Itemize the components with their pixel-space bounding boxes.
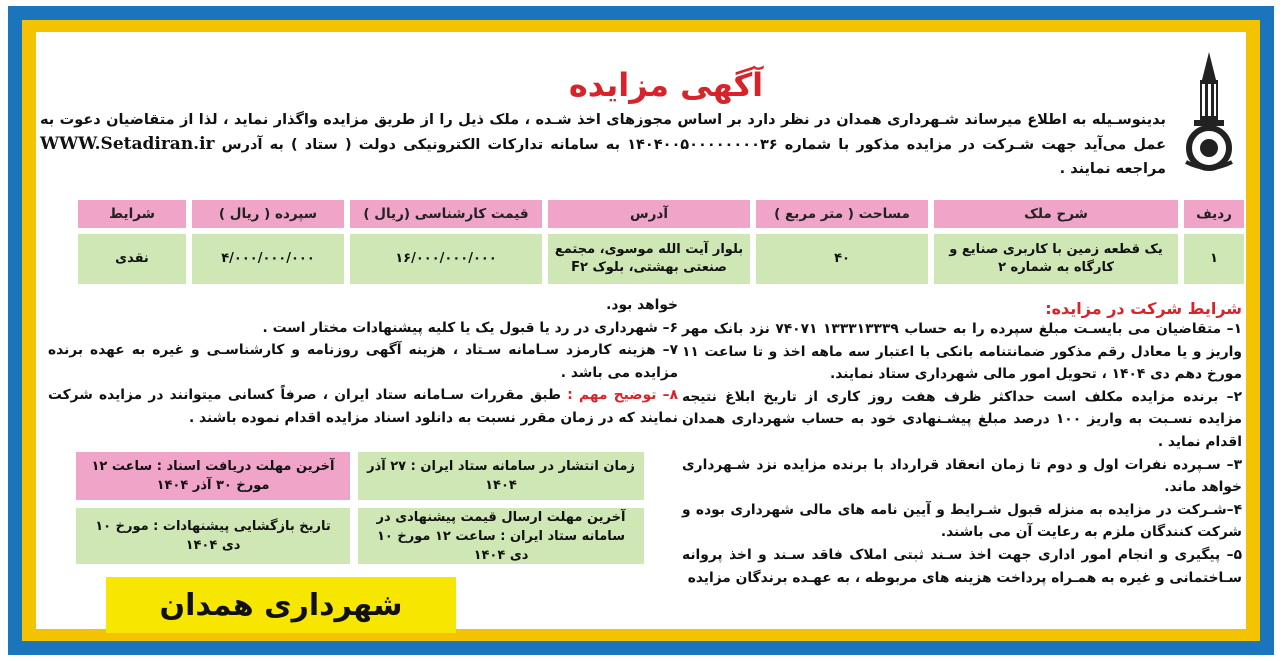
advert-frame — [8, 6, 1274, 655]
municipality-banner: شهرداری همدان — [106, 577, 456, 633]
property-table — [72, 194, 1250, 290]
header-description: شرح ملک — [934, 200, 1178, 228]
condition-5: ۵– پیگیری و انجام امور اداری جهت اخذ سـند ثبتی املاک فاقد سـند و اخذ پروانه سـاختمانی و غیره به همـراه پرداخت هزینه های مربوطه ، به عهـده برندگان مزایده — [682, 546, 1242, 586]
cell-row-number: ۱ — [1184, 234, 1244, 284]
condition-4: ۴–شـرکت در مزایده به منزله قبول شـرایط و آیین نامه های مالی شهرداری بوده و شرکت کنندگان ملزم به رعایت آن می باشند. — [682, 501, 1242, 541]
website-link[interactable]: WWW.Setadiran.ir — [40, 134, 215, 154]
conditions-heading: شرایط شرکت در مزایده: — [1045, 299, 1242, 318]
publish-date-box: زمان انتشار در سامانه ستاد ایران : ۲۷ آذر ۱۴۰۴ — [358, 452, 644, 500]
cell-deposit: ۴/۰۰۰/۰۰۰/۰۰۰ — [192, 234, 344, 284]
cell-area: ۴۰ — [756, 234, 928, 284]
table-header-row — [78, 200, 1244, 228]
cell-address: بلوار آیت الله موسوی، مجتمع صنعتی بهشتی، بلوک F۲ — [548, 234, 750, 284]
document-deadline-box: آخرین مهلت دریافت اسناد : ساعت ۱۲ مورخ ۳۰ آذر ۱۴۰۴ — [76, 452, 350, 500]
page-title: آگهی مزایده — [568, 66, 764, 104]
cell-appraisal-price: ۱۶/۰۰۰/۰۰۰/۰۰۰ — [350, 234, 542, 284]
header-appraisal-price: قیمت کارشناسی (ریال ) — [350, 200, 542, 228]
condition-2: ۲– برنده مزایده مکلف است حداکثر ظرف هفت روز کاری از تاریخ ابلاغ نتیجه مزایده نسـبت به واریز ۱۰۰ درصد مبلغ پیشـنهادی خود به حساب شهرداری همدان اقدام نماید . — [682, 388, 1242, 450]
opening-date-box: تاریخ بازگشایی پیشنهادات : مورخ ۱۰ دی ۱۴۰۴ — [76, 508, 350, 564]
header-address: آدرس — [548, 200, 750, 228]
important-note-text: طبق مقررات سـامانه ستاد ایران ، صرفاً کسانی میتوانند در مزایده شرکت نمایند که در زمان مقرر نسبت به دانلود اسناد مزایده اقدام نموده باشند . — [48, 387, 678, 426]
intro-end: مراجعه نمایند . — [1059, 161, 1166, 177]
condition-3: ۳– سـپرده نفرات اول و دوم تا زمان انعقاد قرارداد با برنده مزایده نزد شـهرداری خواهد ماند. — [682, 456, 1242, 496]
table-row — [78, 234, 1244, 284]
header-row-number: ردیف — [1184, 200, 1244, 228]
intro-paragraph — [40, 108, 1166, 181]
condition-5-end: خواهد بود. — [606, 297, 678, 313]
municipality-emblem-icon — [1178, 50, 1240, 172]
condition-8 — [48, 384, 678, 429]
condition-7: ۷– هزینه کارمزد سـامانه سـتاد ، هزینه آگهی روزنامه و کارشناسـی و غیره به عهده برنده مزایده می باشد . — [48, 342, 678, 381]
conditions-right-column — [682, 318, 1242, 589]
bid-deadline-box: آخرین مهلت ارسال قیمت پیشنهادی در سامانه ستاد ایران : ساعت ۱۲ مورخ ۱۰ دی ۱۴۰۴ — [358, 508, 644, 564]
cell-terms: نقدی — [78, 234, 186, 284]
header-area: مساحت ( متر مربع ) — [756, 200, 928, 228]
condition-1: ۱– متقاضیان می بایسـت مبلغ سپرده را به حساب ۱۳۳۳۱۳۳۳۹ ۷۴۰۷۱ نزد بانک مهر واریز و یا معادل رقم مذکور ضمانتنامه بانکی با اعتبار سه ماهه اخذ و تا ساعت ۱۱ مورخ دهم دی ۱۴۰۴ ، تحویل امور مالی شهرداری ستاد نمایند. — [682, 321, 1242, 383]
advert-body — [36, 32, 1246, 629]
intro-text: بدینوسـیله به اطلاع میرساند شـهرداری همدان در نظر دارد بر اساس مجوزهای اخذ شـده ، ملک ذیل را از طریق مزایده واگذار نماید ، لذا از متقاضیان دعوت به عمل می‌آید جهت شـرکت در مزایده مذکور با شماره ۱۴۰۴۰۰۵۰۰۰۰۰۰۰۰۳۶ به سامانه تدارکات الکترونیکی دولت ( ستاد ) به آدرس — [40, 112, 1166, 153]
conditions-left-column — [48, 294, 678, 430]
header-terms: شرایط — [78, 200, 186, 228]
important-note-label: ۸– توضیح مهم : — [567, 387, 678, 404]
cell-description: یک قطعه زمین با کاربری صنایع و کارگاه به شماره ۲ — [934, 234, 1178, 284]
header-deposit: سپرده ( ریال ) — [192, 200, 344, 228]
condition-6: ۶– شهرداری در رد یا قبول یک یا کلیه پیشنهادات مختار است . — [262, 319, 678, 336]
